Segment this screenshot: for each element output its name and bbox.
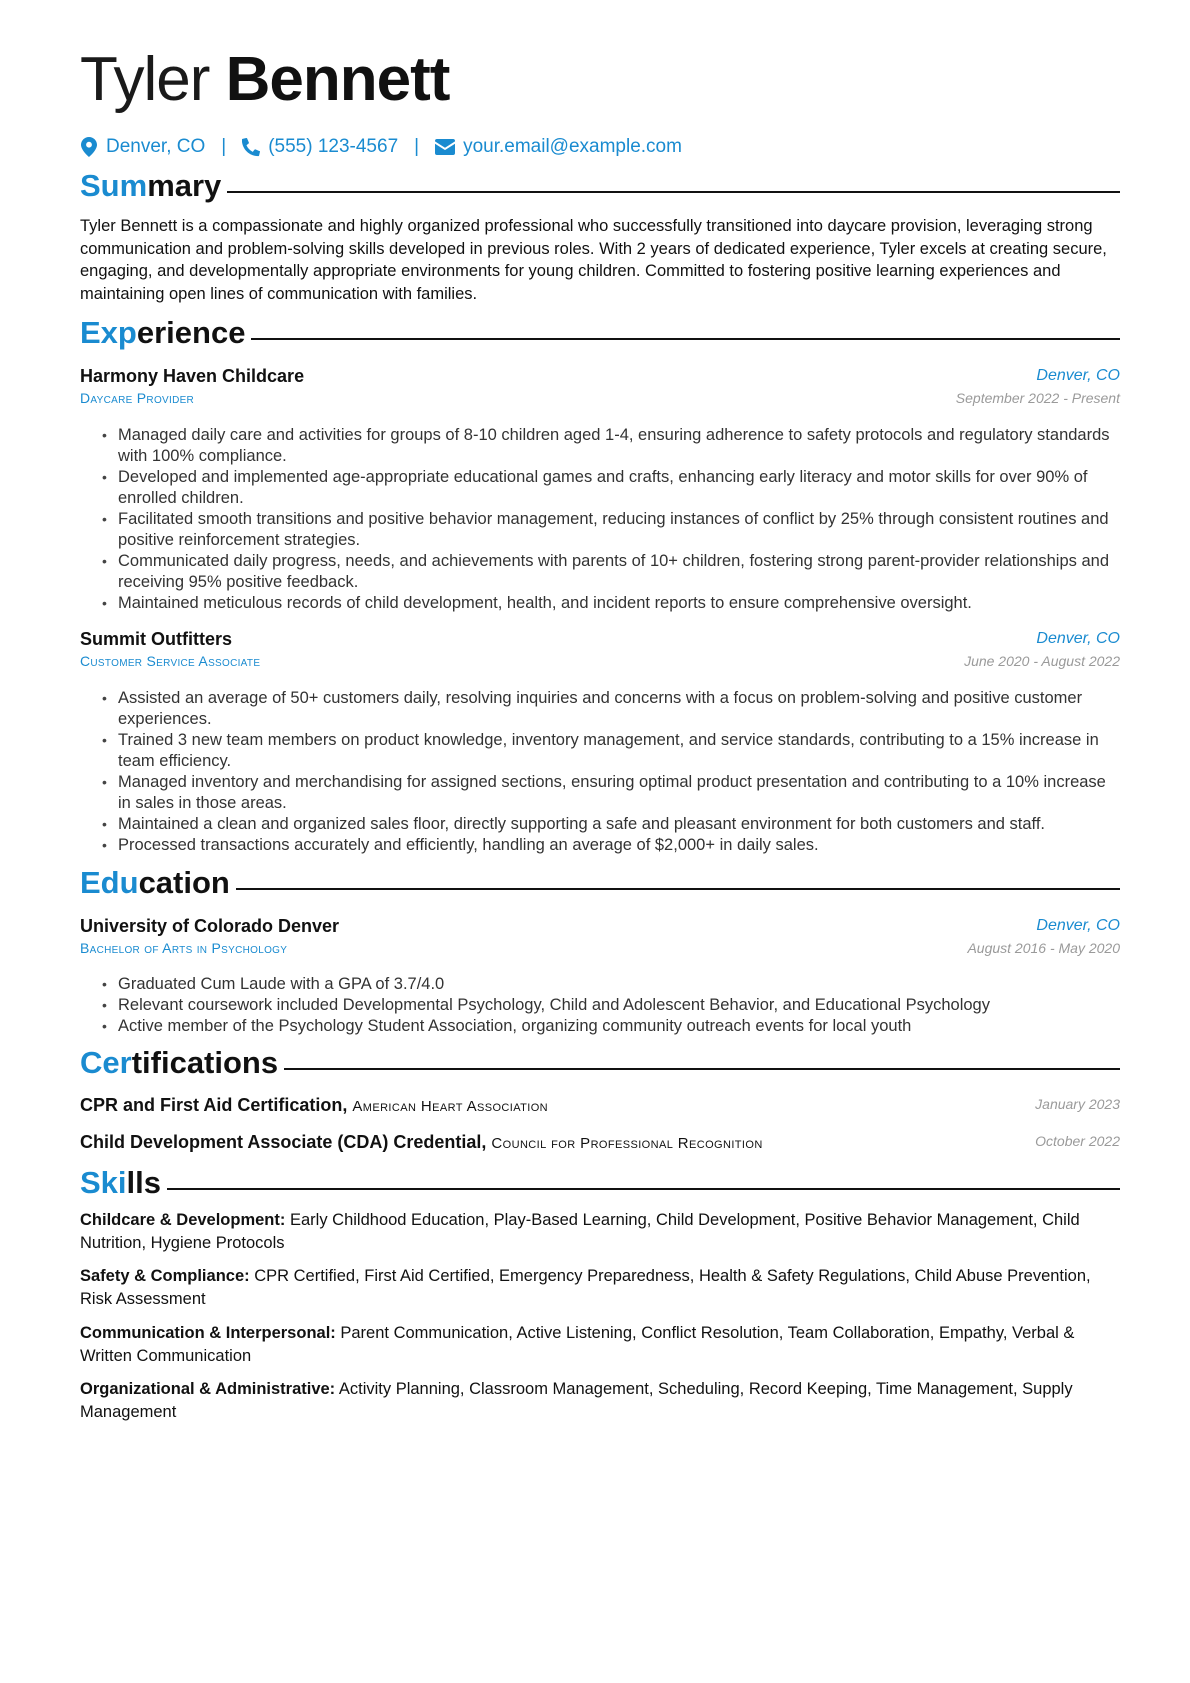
list-item: • Assisted an average of 50+ customers daily, resolving inquiries and concerns with a focus on problem-solving and positive customer experiences. bbox=[80, 688, 1120, 730]
section-title-certifications: Certifications bbox=[80, 1043, 1120, 1083]
certification-date: January 2023 bbox=[1035, 1096, 1120, 1112]
certification-name: CPR and First Aid Certification bbox=[80, 1095, 343, 1115]
skill-group bbox=[80, 1322, 1120, 1367]
contact-separator: | bbox=[414, 136, 420, 157]
certification-name: Child Development Associate (CDA) Credential bbox=[80, 1132, 482, 1152]
envelope-icon bbox=[435, 139, 455, 155]
section-title-education: Education bbox=[80, 863, 1120, 903]
job-location: Denver, CO bbox=[1036, 630, 1120, 647]
skill-category: Childcare & Development: bbox=[80, 1211, 286, 1229]
skill-category: Organizational & Administrative: bbox=[80, 1380, 336, 1398]
education-bullets bbox=[80, 974, 1120, 1037]
last-name: Bennett bbox=[225, 45, 450, 114]
job-dates: June 2020 - August 2022 bbox=[964, 653, 1120, 669]
skill-group bbox=[80, 1378, 1120, 1423]
skill-list: Activity Planning, Classroom Management, Scheduling, Record Keeping, Time Management, Supply Management bbox=[80, 1380, 1073, 1421]
list-item: • Active member of the Psychology Student Association, organizing community outreach events for local youth bbox=[80, 1016, 1120, 1037]
list-item: • Trained 3 new team members on product knowledge, inventory management, and service standards, contributing to a 15% increase in team efficiency. bbox=[80, 730, 1120, 772]
job-location: Denver, CO bbox=[1036, 367, 1120, 384]
school-location: Denver, CO bbox=[1036, 917, 1120, 934]
list-item: • Managed daily care and activities for groups of 8-10 children aged 1-4, ensuring adherence to safety protocols and regulatory standards with 100% compliance. bbox=[80, 425, 1120, 467]
skill-category: Communication & Interpersonal: bbox=[80, 1324, 336, 1342]
job-org: Summit Outfitters bbox=[80, 629, 233, 649]
list-item: • Relevant coursework included Developmental Psychology, Child and Adolescent Behavior, and Educational Psychology bbox=[80, 995, 1120, 1016]
contact-location bbox=[80, 134, 205, 160]
contact-bar bbox=[80, 134, 682, 160]
list-item: • Developed and implemented age-appropriate educational games and crafts, enhancing early literacy and motor skills for over 90% of enrolled children. bbox=[80, 467, 1120, 509]
list-item: • Processed transactions accurately and efficiently, handling an average of $2,000+ in daily sales. bbox=[80, 835, 1120, 856]
email-link[interactable]: your.email@example.com bbox=[463, 136, 682, 157]
certification-item: CPR and First Aid Certification, American Heart Association January 2023 bbox=[80, 1095, 1120, 1115]
phone-text: (555) 123-4567 bbox=[268, 136, 399, 157]
phone-icon bbox=[242, 137, 260, 157]
education-dates: August 2016 - May 2020 bbox=[967, 940, 1120, 956]
list-item: • Maintained a clean and organized sales floor, directly supporting a safe and pleasant environment for both customers and staff. bbox=[80, 814, 1120, 835]
list-item: • Communicated daily progress, needs, and achievements with parents of 10+ children, fostering strong parent-provider relationships and receiving 95% positive feedback. bbox=[80, 551, 1120, 593]
skill-list: CPR Certified, First Aid Certified, Emergency Preparedness, Health & Safety Regulations, Child Abuse Prevention, Risk Assessment bbox=[80, 1267, 1091, 1308]
job-role: Daycare Provider bbox=[80, 390, 195, 406]
certification-item: Child Development Associate (CDA) Credential, Council for Professional Recognition October 2022 bbox=[80, 1132, 1120, 1152]
school-name: University of Colorado Denver bbox=[80, 916, 340, 936]
section-divider bbox=[251, 338, 1120, 340]
skill-list: Early Childhood Education, Play-Based Learning, Child Development, Positive Behavior Management, Child Nutrition, Hygiene Protocols bbox=[80, 1211, 1080, 1252]
contact-email[interactable] bbox=[435, 134, 682, 160]
job-bullets bbox=[80, 688, 1120, 856]
degree: Bachelor of Arts in Psychology bbox=[80, 940, 288, 956]
skill-category: Safety & Compliance: bbox=[80, 1267, 250, 1285]
section-divider bbox=[236, 888, 1120, 890]
contact-phone[interactable] bbox=[242, 134, 398, 160]
list-item: • Facilitated smooth transitions and positive behavior management, reducing instances of conflict by 25% through consistent routines and positive reinforcement strategies. bbox=[80, 509, 1120, 551]
job-org: Harmony Haven Childcare bbox=[80, 366, 305, 386]
job-bullets bbox=[80, 425, 1120, 614]
skill-list: Parent Communication, Active Listening, Conflict Resolution, Team Collaboration, Empathy, Verbal & Written Communication bbox=[80, 1324, 1075, 1365]
list-item: • Maintained meticulous records of child development, health, and incident reports to ensure comprehensive oversight. bbox=[80, 593, 1120, 614]
section-divider bbox=[284, 1068, 1120, 1070]
certification-date: October 2022 bbox=[1035, 1133, 1120, 1149]
candidate-name bbox=[80, 40, 449, 120]
list-item: • Graduated Cum Laude with a GPA of 3.7/4.0 bbox=[80, 974, 1120, 995]
job-dates: September 2022 - Present bbox=[955, 390, 1120, 406]
contact-separator: | bbox=[221, 136, 227, 157]
skill-group bbox=[80, 1209, 1120, 1254]
skill-group bbox=[80, 1265, 1120, 1310]
summary-text: Tyler Bennett is a compassionate and highly organized professional who successfully transitioned into daycare provision, leveraging strong communication and problem-solving skills developed in previous roles. With 2 years of dedicated experience, Tyler excels at creating secure, engaging, and developmentally appropriate environments for young children. Committed to fostering positive learning experiences and maintaining open lines of communication with families. bbox=[80, 217, 1107, 303]
section-divider bbox=[227, 191, 1120, 193]
location-text: Denver, CO bbox=[106, 136, 206, 157]
map-pin-icon bbox=[80, 137, 98, 157]
first-name: Tyler bbox=[80, 45, 210, 114]
certification-issuer: American Heart Association bbox=[352, 1098, 549, 1115]
section-title-summary: Summary bbox=[80, 166, 1120, 206]
certification-issuer: Council for Professional Recognition bbox=[491, 1135, 763, 1152]
job-role: Customer Service Associate bbox=[80, 653, 261, 669]
section-title-experience: Experience bbox=[80, 313, 1120, 353]
list-item: • Managed inventory and merchandising for assigned sections, ensuring optimal product presentation and contributing to a 10% increase in sales in those areas. bbox=[80, 772, 1120, 814]
section-title-skills: Skills bbox=[80, 1163, 1120, 1203]
section-divider bbox=[167, 1188, 1120, 1190]
